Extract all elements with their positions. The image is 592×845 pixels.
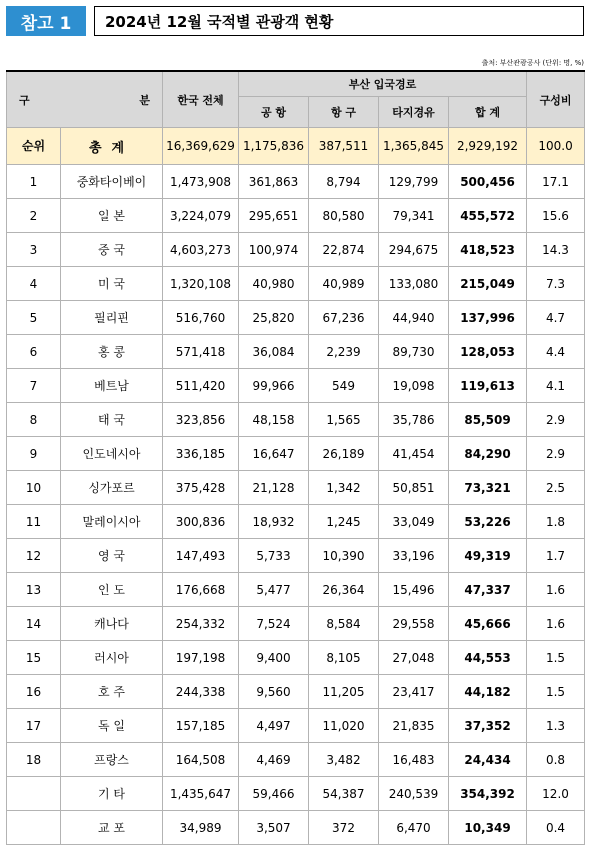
ratio-cell: 1.7: [527, 539, 585, 573]
seaport-cell: 3,482: [309, 743, 379, 777]
sum-header: 합 계: [449, 97, 527, 128]
sum-cell: 354,392: [449, 777, 527, 811]
rank: 3: [7, 233, 61, 267]
sum-cell: 455,572: [449, 199, 527, 233]
korea-total-cell: 197,198: [163, 641, 239, 675]
seaport-cell: 8,794: [309, 165, 379, 199]
rank-header: 순위: [7, 128, 61, 165]
country: 기 타: [61, 777, 163, 811]
seaport-cell: 40,989: [309, 267, 379, 301]
via-other-cell: 19,098: [379, 369, 449, 403]
country: 인도네시아: [61, 437, 163, 471]
ratio-cell: 1.5: [527, 641, 585, 675]
via-other-cell: 23,417: [379, 675, 449, 709]
table-row: [7, 675, 585, 709]
total-row: [7, 128, 585, 165]
country: 말레이시아: [61, 505, 163, 539]
via-other-cell: 79,341: [379, 199, 449, 233]
rank: 15: [7, 641, 61, 675]
data-rows: [7, 165, 585, 845]
ratio-cell: 4.1: [527, 369, 585, 403]
country: 싱가포르: [61, 471, 163, 505]
rank: 17: [7, 709, 61, 743]
seaport-cell: 11,020: [309, 709, 379, 743]
korea-total-cell: 571,418: [163, 335, 239, 369]
ratio-cell: 12.0: [527, 777, 585, 811]
korea-total-cell: 4,603,273: [163, 233, 239, 267]
seaport-cell: 2,239: [309, 335, 379, 369]
table-row: [7, 199, 585, 233]
korea-total-cell: 511,420: [163, 369, 239, 403]
korea-total-cell: 375,428: [163, 471, 239, 505]
country: 영 국: [61, 539, 163, 573]
country: 태 국: [61, 403, 163, 437]
via-other-cell: 41,454: [379, 437, 449, 471]
ratio-cell: 4.4: [527, 335, 585, 369]
ratio-cell: 14.3: [527, 233, 585, 267]
airport-cell: 16,647: [239, 437, 309, 471]
sum-cell: 45,666: [449, 607, 527, 641]
sum-cell: 44,553: [449, 641, 527, 675]
country: 홍 콩: [61, 335, 163, 369]
reference-badge: 참고 1: [6, 6, 86, 36]
rank: 14: [7, 607, 61, 641]
table-row: [7, 743, 585, 777]
table-row: [7, 505, 585, 539]
total-airport: 1,175,836: [239, 128, 309, 165]
seaport-cell: 67,236: [309, 301, 379, 335]
airport-cell: 9,560: [239, 675, 309, 709]
via-other-cell: 35,786: [379, 403, 449, 437]
seaport-cell: 22,874: [309, 233, 379, 267]
airport-cell: 5,733: [239, 539, 309, 573]
korea-total-cell: 157,185: [163, 709, 239, 743]
rank: 4: [7, 267, 61, 301]
airport-cell: 40,980: [239, 267, 309, 301]
table-row: [7, 811, 585, 845]
korea-total-cell: 1,473,908: [163, 165, 239, 199]
table-row: [7, 403, 585, 437]
via-other-cell: 240,539: [379, 777, 449, 811]
country: 프랑스: [61, 743, 163, 777]
rank: [7, 777, 61, 811]
seaport-cell: 54,387: [309, 777, 379, 811]
page-title: 2024년 12월 국적별 관광객 현황: [94, 6, 584, 36]
korea-total-cell: 300,836: [163, 505, 239, 539]
seaport-cell: 26,364: [309, 573, 379, 607]
ratio-cell: 2.5: [527, 471, 585, 505]
korea-total-cell: 1,320,108: [163, 267, 239, 301]
via-other-cell: 33,049: [379, 505, 449, 539]
country: 인 도: [61, 573, 163, 607]
country: 캐나다: [61, 607, 163, 641]
sum-cell: 119,613: [449, 369, 527, 403]
source-note: 출처: 부산관광공사 (단위: 명, %): [481, 59, 584, 67]
korea-total-cell: 516,760: [163, 301, 239, 335]
korea-total-header: 한국 전체: [163, 71, 239, 128]
ratio-cell: 1.6: [527, 607, 585, 641]
total-korea: 16,369,629: [163, 128, 239, 165]
airport-cell: 18,932: [239, 505, 309, 539]
via-other-cell: 50,851: [379, 471, 449, 505]
header-row-1: [7, 71, 585, 97]
sum-cell: 215,049: [449, 267, 527, 301]
via-other-cell: 15,496: [379, 573, 449, 607]
seaport-cell: 26,189: [309, 437, 379, 471]
airport-cell: 5,477: [239, 573, 309, 607]
sum-cell: 418,523: [449, 233, 527, 267]
seaport-cell: 549: [309, 369, 379, 403]
classify-right-label: 분: [139, 93, 150, 107]
seaport-cell: 80,580: [309, 199, 379, 233]
country: 중화타이베이: [61, 165, 163, 199]
total-ratio: 100.0: [527, 128, 585, 165]
via-other-cell: 33,196: [379, 539, 449, 573]
airport-header: 공 항: [239, 97, 309, 128]
table-row: [7, 301, 585, 335]
airport-cell: 4,497: [239, 709, 309, 743]
total-label: 총계: [61, 128, 163, 165]
country: 필리핀: [61, 301, 163, 335]
sum-cell: 37,352: [449, 709, 527, 743]
ratio-cell: 0.8: [527, 743, 585, 777]
airport-cell: 4,469: [239, 743, 309, 777]
seaport-header: 항 구: [309, 97, 379, 128]
seaport-cell: 1,565: [309, 403, 379, 437]
airport-cell: 100,974: [239, 233, 309, 267]
country: 호 주: [61, 675, 163, 709]
sum-cell: 500,456: [449, 165, 527, 199]
ratio-cell: 1.3: [527, 709, 585, 743]
rank: 16: [7, 675, 61, 709]
total-sum: 2,929,192: [449, 128, 527, 165]
korea-total-cell: 336,185: [163, 437, 239, 471]
ratio-cell: 2.9: [527, 437, 585, 471]
airport-cell: 25,820: [239, 301, 309, 335]
country: 미 국: [61, 267, 163, 301]
via-other-cell: 89,730: [379, 335, 449, 369]
sum-cell: 137,996: [449, 301, 527, 335]
via-other-cell: 6,470: [379, 811, 449, 845]
ratio-cell: 1.5: [527, 675, 585, 709]
seaport-cell: 1,342: [309, 471, 379, 505]
sum-cell: 24,434: [449, 743, 527, 777]
rank: 6: [7, 335, 61, 369]
country: 일 본: [61, 199, 163, 233]
busan-entry-header: 부산 입국경로: [239, 71, 527, 97]
page-header: [6, 6, 584, 36]
airport-cell: 9,400: [239, 641, 309, 675]
via-other-cell: 44,940: [379, 301, 449, 335]
rank: 2: [7, 199, 61, 233]
table-row: [7, 369, 585, 403]
seaport-cell: 372: [309, 811, 379, 845]
country: 러시아: [61, 641, 163, 675]
rank: 11: [7, 505, 61, 539]
table-row: [7, 267, 585, 301]
table-row: [7, 641, 585, 675]
seaport-cell: 1,245: [309, 505, 379, 539]
via-other-header: 타지경유: [379, 97, 449, 128]
rank: 5: [7, 301, 61, 335]
country: 베트남: [61, 369, 163, 403]
rank: 10: [7, 471, 61, 505]
ratio-cell: 0.4: [527, 811, 585, 845]
table-row: [7, 777, 585, 811]
rank: 18: [7, 743, 61, 777]
korea-total-cell: 147,493: [163, 539, 239, 573]
rank: 9: [7, 437, 61, 471]
via-other-cell: 29,558: [379, 607, 449, 641]
via-other-cell: 16,483: [379, 743, 449, 777]
via-other-cell: 129,799: [379, 165, 449, 199]
korea-total-cell: 176,668: [163, 573, 239, 607]
sum-cell: 47,337: [449, 573, 527, 607]
sum-cell: 53,226: [449, 505, 527, 539]
table-row: [7, 471, 585, 505]
total-seaport: 387,511: [309, 128, 379, 165]
table-row: [7, 607, 585, 641]
airport-cell: 361,863: [239, 165, 309, 199]
korea-total-cell: 164,508: [163, 743, 239, 777]
seaport-cell: 8,584: [309, 607, 379, 641]
via-other-cell: 27,048: [379, 641, 449, 675]
seaport-cell: 10,390: [309, 539, 379, 573]
table-row: [7, 437, 585, 471]
classify-header: [7, 71, 163, 128]
table-row: [7, 233, 585, 267]
airport-cell: 99,966: [239, 369, 309, 403]
airport-cell: 7,524: [239, 607, 309, 641]
classify-left-label: 구: [19, 93, 30, 107]
sum-cell: 84,290: [449, 437, 527, 471]
table-row: [7, 335, 585, 369]
sum-cell: 44,182: [449, 675, 527, 709]
table-row: [7, 539, 585, 573]
ratio-header: 구성비: [527, 71, 585, 128]
korea-total-cell: 323,856: [163, 403, 239, 437]
ratio-cell: 2.9: [527, 403, 585, 437]
sum-cell: 85,509: [449, 403, 527, 437]
rank: 1: [7, 165, 61, 199]
korea-total-cell: 34,989: [163, 811, 239, 845]
sum-cell: 128,053: [449, 335, 527, 369]
rank: 12: [7, 539, 61, 573]
rank: 13: [7, 573, 61, 607]
ratio-cell: 4.7: [527, 301, 585, 335]
airport-cell: 3,507: [239, 811, 309, 845]
seaport-cell: 8,105: [309, 641, 379, 675]
korea-total-cell: 3,224,079: [163, 199, 239, 233]
country: 교 포: [61, 811, 163, 845]
table-row: [7, 165, 585, 199]
via-other-cell: 21,835: [379, 709, 449, 743]
via-other-cell: 133,080: [379, 267, 449, 301]
korea-total-cell: 244,338: [163, 675, 239, 709]
rank: 8: [7, 403, 61, 437]
airport-cell: 295,651: [239, 199, 309, 233]
korea-total-cell: 254,332: [163, 607, 239, 641]
airport-cell: 59,466: [239, 777, 309, 811]
country: 독 일: [61, 709, 163, 743]
ratio-cell: 1.6: [527, 573, 585, 607]
korea-total-cell: 1,435,647: [163, 777, 239, 811]
seaport-cell: 11,205: [309, 675, 379, 709]
airport-cell: 21,128: [239, 471, 309, 505]
rank: 7: [7, 369, 61, 403]
table-row: [7, 573, 585, 607]
airport-cell: 48,158: [239, 403, 309, 437]
sum-cell: 10,349: [449, 811, 527, 845]
ratio-cell: 7.3: [527, 267, 585, 301]
table-row: [7, 709, 585, 743]
via-other-cell: 294,675: [379, 233, 449, 267]
ratio-cell: 1.8: [527, 505, 585, 539]
sum-cell: 73,321: [449, 471, 527, 505]
total-via-other: 1,365,845: [379, 128, 449, 165]
sum-cell: 49,319: [449, 539, 527, 573]
tourist-table: [6, 70, 585, 845]
rank: [7, 811, 61, 845]
ratio-cell: 15.6: [527, 199, 585, 233]
ratio-cell: 17.1: [527, 165, 585, 199]
country: 중 국: [61, 233, 163, 267]
airport-cell: 36,084: [239, 335, 309, 369]
